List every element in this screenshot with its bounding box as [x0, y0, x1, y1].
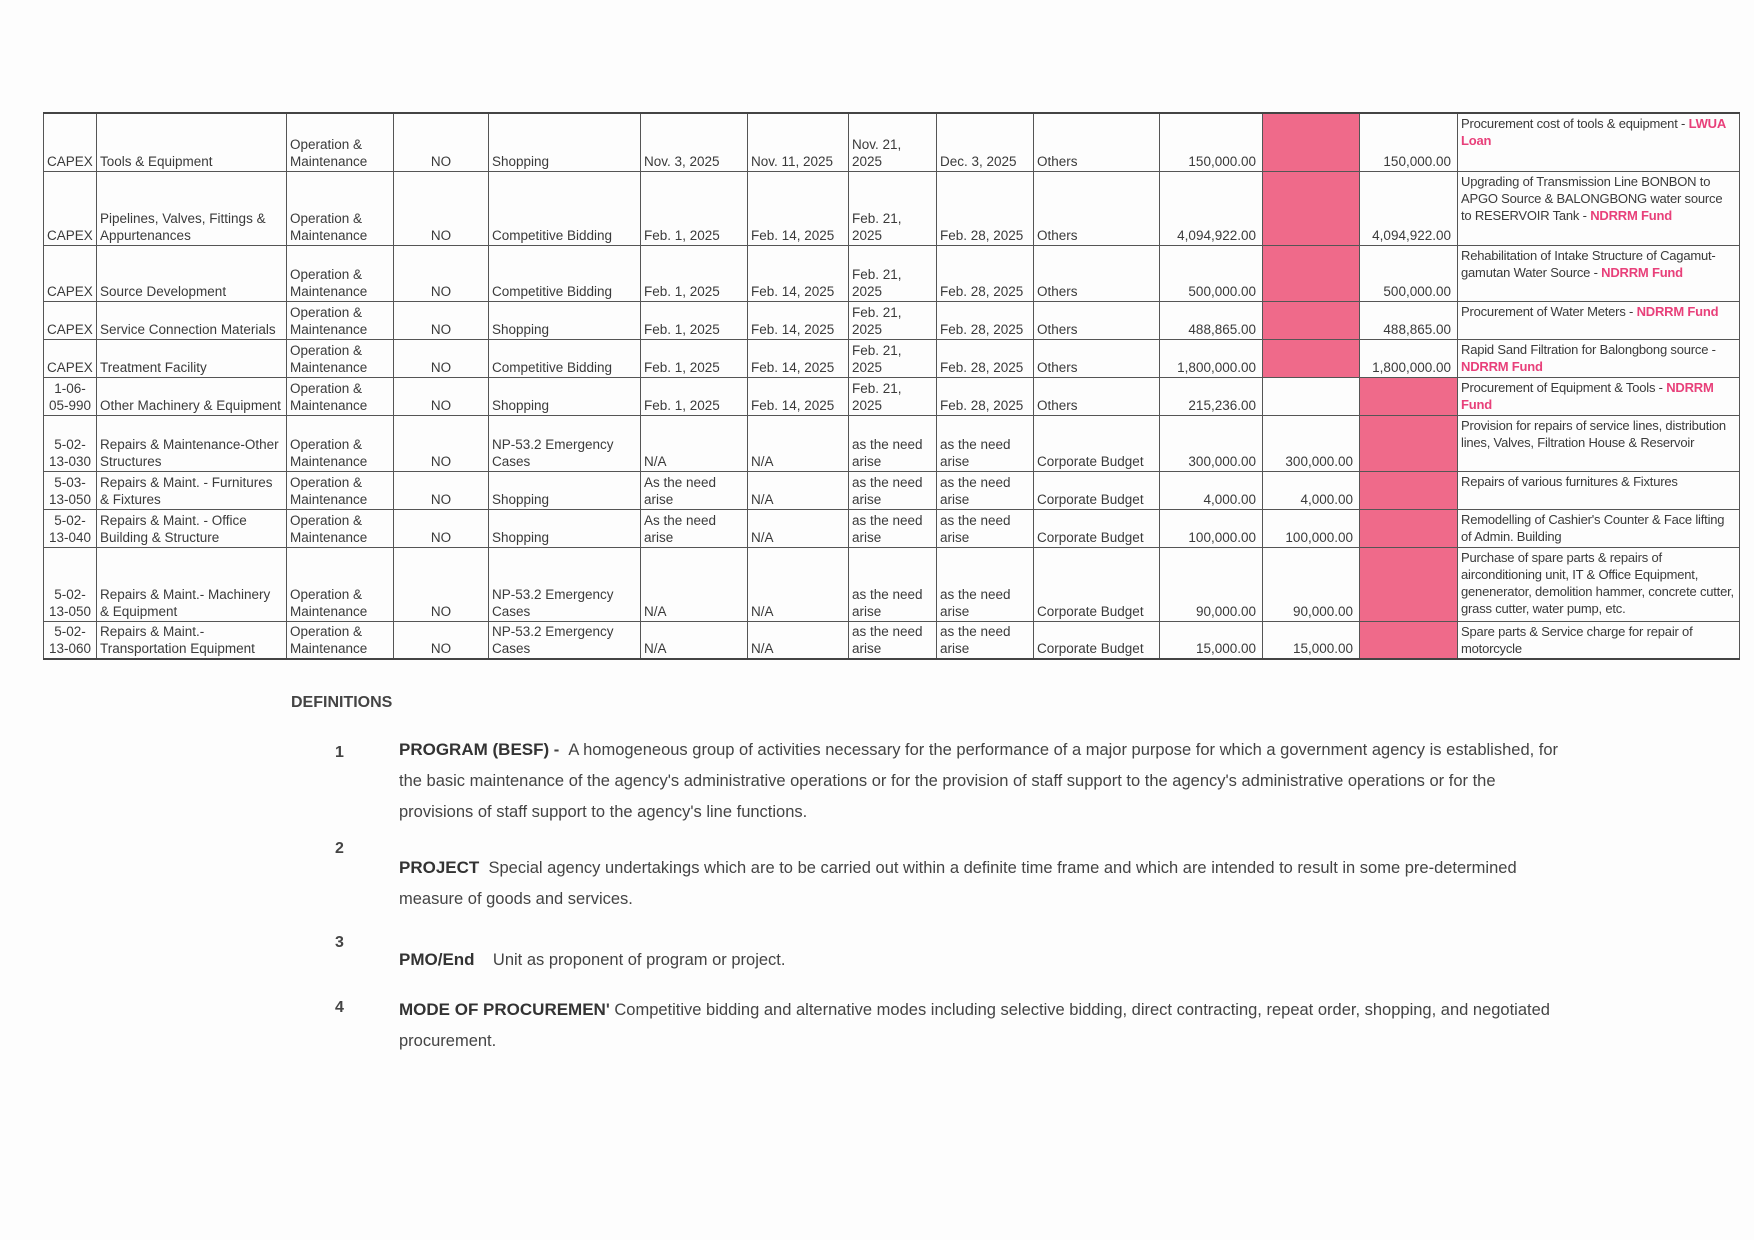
remarks-cell	[1458, 471, 1740, 509]
advertisement-date-cell: Feb. 1, 2025	[641, 301, 748, 339]
definition-separator: '	[605, 1001, 615, 1019]
program-cell: Operation & Maintenance	[287, 377, 394, 415]
procurement-mode-cell: Competitive Bidding	[489, 245, 641, 301]
early-procurement-cell: NO	[394, 547, 489, 621]
total-budget-cell: 90,000.00	[1160, 547, 1263, 621]
mooe-budget-cell-highlight	[1263, 339, 1360, 377]
program-cell: Operation & Maintenance	[287, 471, 394, 509]
bid-opening-date-cell: N/A	[748, 621, 849, 659]
remarks-text: Purchase of spare parts & repairs of airconditioning unit, IT & Office Equipment, genenerator, demolition hammer, concrete cutter, grass cutter, water pump, etc.	[1461, 549, 1734, 616]
co-budget-cell: 4,094,922.00	[1360, 171, 1458, 245]
program-cell: Operation & Maintenance	[287, 171, 394, 245]
contract-signing-date-cell: Feb. 28, 2025	[937, 377, 1034, 415]
table-row	[44, 113, 1740, 171]
procurement-mode-cell: NP-53.2 Emergency Cases	[489, 621, 641, 659]
remarks-cell	[1458, 509, 1740, 547]
definition-text: Competitive bidding and alternative modes including selective bidding, direct contracting, repeat order, shopping, and negotiated procurement.	[399, 1001, 1550, 1050]
co-budget-cell-highlight	[1360, 377, 1458, 415]
definitions-title: DEFINITIONS	[291, 694, 393, 711]
notice-of-award-date-cell: as the need arise	[849, 621, 937, 659]
source-of-funds-cell: Corporate Budget	[1034, 547, 1160, 621]
source-of-funds-cell: Others	[1034, 301, 1160, 339]
advertisement-date-cell: As the need arise	[641, 471, 748, 509]
bid-opening-date-cell: Feb. 14, 2025	[748, 245, 849, 301]
contract-signing-date-cell: Feb. 28, 2025	[937, 339, 1034, 377]
total-budget-cell: 100,000.00	[1160, 509, 1263, 547]
fund-source-label: NDRRM Fund	[1636, 303, 1719, 319]
total-budget-cell: 4,094,922.00	[1160, 171, 1263, 245]
table-row	[44, 415, 1740, 471]
contract-signing-date-cell: Feb. 28, 2025	[937, 245, 1034, 301]
co-budget-cell-highlight	[1360, 471, 1458, 509]
table-row	[44, 547, 1740, 621]
early-procurement-cell: NO	[394, 509, 489, 547]
co-budget-cell-highlight	[1360, 547, 1458, 621]
table-row	[44, 621, 1740, 659]
bid-opening-date-cell: N/A	[748, 471, 849, 509]
notice-of-award-date-cell: Feb. 21, 2025	[849, 301, 937, 339]
remarks-text: Procurement cost of tools & equipment -	[1461, 116, 1689, 131]
advertisement-date-cell: Feb. 1, 2025	[641, 377, 748, 415]
source-of-funds-cell: Corporate Budget	[1034, 509, 1160, 547]
definition-body	[399, 944, 1569, 976]
procurement-plan-table	[43, 112, 1740, 660]
early-procurement-cell: NO	[394, 415, 489, 471]
definition-text: A homogeneous group of activities necessary for the performance of a major purpose for which a government agency is established, for the basic maintenance of the agency's administrative operations or for the provision of staff support to the agency's administrative operations or for the provisions of staff support to the agency's line functions.	[399, 741, 1559, 821]
program-cell: Operation & Maintenance	[287, 301, 394, 339]
remarks-text: Rapid Sand Filtration for Balongbong source -	[1461, 341, 1716, 357]
contract-signing-date-cell: as the need arise	[937, 621, 1034, 659]
bid-opening-date-cell: Feb. 14, 2025	[748, 171, 849, 245]
item-description-cell: Source Development	[97, 245, 287, 301]
notice-of-award-date-cell: Feb. 21, 2025	[849, 377, 937, 415]
remarks-cell	[1458, 621, 1740, 659]
notice-of-award-date-cell: Feb. 21, 2025	[849, 245, 937, 301]
mooe-budget-cell-highlight	[1263, 245, 1360, 301]
definition-term: MODE OF PROCUREMEN	[399, 1000, 606, 1019]
table-body	[44, 113, 1740, 659]
code-cell: 5-02-13-040	[44, 509, 97, 547]
table-row	[44, 245, 1740, 301]
total-budget-cell: 488,865.00	[1160, 301, 1263, 339]
early-procurement-cell: NO	[394, 377, 489, 415]
definition-number: 4	[335, 999, 344, 1016]
source-of-funds-cell: Others	[1034, 171, 1160, 245]
code-cell: 5-02-13-030	[44, 415, 97, 471]
advertisement-date-cell: Feb. 1, 2025	[641, 245, 748, 301]
early-procurement-cell: NO	[394, 339, 489, 377]
total-budget-cell: 15,000.00	[1160, 621, 1263, 659]
remarks-text: Spare parts & Service charge for repair of motorcycle	[1461, 623, 1693, 656]
co-budget-cell: 150,000.00	[1360, 113, 1458, 171]
co-budget-cell-highlight	[1360, 509, 1458, 547]
program-cell: Operation & Maintenance	[287, 415, 394, 471]
code-cell: 5-02-13-060	[44, 621, 97, 659]
fund-source-label: NDRRM Fund	[1590, 207, 1672, 223]
program-cell: Operation & Maintenance	[287, 245, 394, 301]
definition-term: PMO/End	[399, 950, 475, 969]
item-description-cell: Tools & Equipment	[97, 113, 287, 171]
code-cell: CAPEX	[44, 339, 97, 377]
item-description-cell: Pipelines, Valves, Fittings & Appurtenances	[97, 171, 287, 245]
notice-of-award-date-cell: Feb. 21, 2025	[849, 339, 937, 377]
mooe-budget-cell-highlight	[1263, 171, 1360, 245]
definition-text: Special agency undertakings which are to be carried out within a definite time frame and which are intended to result in some pre-determined measure of goods and services.	[399, 859, 1517, 908]
definition-body	[399, 994, 1569, 1057]
item-description-cell: Repairs & Maint. - Office Building & Structure	[97, 509, 287, 547]
program-cell: Operation & Maintenance	[287, 339, 394, 377]
item-description-cell: Repairs & Maint. - Furnitures & Fixtures	[97, 471, 287, 509]
fund-source-label: NDRRM Fund	[1461, 358, 1543, 374]
source-of-funds-cell: Others	[1034, 113, 1160, 171]
definition-number: 1	[335, 744, 344, 761]
co-budget-cell-highlight	[1360, 415, 1458, 471]
bid-opening-date-cell: Feb. 14, 2025	[748, 339, 849, 377]
contract-signing-date-cell: Dec. 3, 2025	[937, 113, 1034, 171]
bid-opening-date-cell: Feb. 14, 2025	[748, 301, 849, 339]
contract-signing-date-cell: as the need arise	[937, 547, 1034, 621]
early-procurement-cell: NO	[394, 471, 489, 509]
mooe-budget-cell-highlight	[1263, 301, 1360, 339]
remarks-text: Repairs of various furnitures & Fixtures	[1461, 473, 1678, 489]
total-budget-cell: 300,000.00	[1160, 415, 1263, 471]
mooe-budget-cell: 90,000.00	[1263, 547, 1360, 621]
notice-of-award-date-cell: Nov. 21, 2025	[849, 113, 937, 171]
remarks-text: Procurement of Equipment & Tools -	[1461, 379, 1667, 395]
total-budget-cell: 150,000.00	[1160, 113, 1263, 171]
definition-term: PROGRAM (BESF)	[399, 740, 550, 759]
definition-separator: -	[549, 741, 569, 759]
co-budget-cell-highlight	[1360, 621, 1458, 659]
contract-signing-date-cell: Feb. 28, 2025	[937, 301, 1034, 339]
co-budget-cell: 488,865.00	[1360, 301, 1458, 339]
advertisement-date-cell: As the need arise	[641, 509, 748, 547]
definition-number: 2	[335, 840, 344, 857]
code-cell: 1-06-05-990	[44, 377, 97, 415]
advertisement-date-cell: Nov. 3, 2025	[641, 113, 748, 171]
code-cell: 5-02-13-050	[44, 547, 97, 621]
table-row	[44, 171, 1740, 245]
early-procurement-cell: NO	[394, 301, 489, 339]
advertisement-date-cell: Feb. 1, 2025	[641, 171, 748, 245]
remarks-cell	[1458, 171, 1740, 245]
bid-opening-date-cell: Nov. 11, 2025	[748, 113, 849, 171]
code-cell: CAPEX	[44, 245, 97, 301]
definition-body	[399, 734, 1569, 828]
source-of-funds-cell: Corporate Budget	[1034, 621, 1160, 659]
source-of-funds-cell: Others	[1034, 245, 1160, 301]
mooe-budget-cell: 300,000.00	[1263, 415, 1360, 471]
mooe-budget-cell: 100,000.00	[1263, 509, 1360, 547]
program-cell: Operation & Maintenance	[287, 509, 394, 547]
code-cell: CAPEX	[44, 301, 97, 339]
advertisement-date-cell: N/A	[641, 415, 748, 471]
remarks-cell	[1458, 245, 1740, 301]
table-row	[44, 377, 1740, 415]
item-description-cell: Other Machinery & Equipment	[97, 377, 287, 415]
procurement-mode-cell: Shopping	[489, 301, 641, 339]
fund-source-label: NDRRM Fund	[1461, 379, 1714, 412]
code-cell: CAPEX	[44, 113, 97, 171]
definition-term: PROJECT	[399, 858, 480, 877]
fund-source-label: LWUA Loan	[1461, 116, 1726, 148]
early-procurement-cell: NO	[394, 245, 489, 301]
item-description-cell: Repairs & Maint.- Machinery & Equipment	[97, 547, 287, 621]
advertisement-date-cell: N/A	[641, 621, 748, 659]
early-procurement-cell: NO	[394, 171, 489, 245]
table-row	[44, 301, 1740, 339]
table-row	[44, 471, 1740, 509]
procurement-mode-cell: NP-53.2 Emergency Cases	[489, 415, 641, 471]
program-cell: Operation & Maintenance	[287, 113, 394, 171]
notice-of-award-date-cell: as the need arise	[849, 415, 937, 471]
definition-separator	[475, 951, 493, 969]
early-procurement-cell: NO	[394, 113, 489, 171]
program-cell: Operation & Maintenance	[287, 547, 394, 621]
notice-of-award-date-cell: as the need arise	[849, 509, 937, 547]
source-of-funds-cell: Corporate Budget	[1034, 471, 1160, 509]
program-cell: Operation & Maintenance	[287, 621, 394, 659]
notice-of-award-date-cell: as the need arise	[849, 471, 937, 509]
remarks-cell	[1458, 113, 1740, 171]
co-budget-cell: 500,000.00	[1360, 245, 1458, 301]
remarks-cell	[1458, 377, 1740, 415]
source-of-funds-cell: Others	[1034, 377, 1160, 415]
procurement-mode-cell: Shopping	[489, 509, 641, 547]
early-procurement-cell: NO	[394, 621, 489, 659]
procurement-mode-cell: Competitive Bidding	[489, 171, 641, 245]
code-cell: 5-03-13-050	[44, 471, 97, 509]
item-description-cell: Repairs & Maint.- Transportation Equipment	[97, 621, 287, 659]
co-budget-cell: 1,800,000.00	[1360, 339, 1458, 377]
remarks-cell	[1458, 547, 1740, 621]
bid-opening-date-cell: Feb. 14, 2025	[748, 377, 849, 415]
fund-source-label: NDRRM Fund	[1601, 264, 1683, 280]
total-budget-cell: 4,000.00	[1160, 471, 1263, 509]
item-description-cell: Treatment Facility	[97, 339, 287, 377]
definition-number: 3	[335, 934, 344, 951]
procurement-mode-cell: Shopping	[489, 377, 641, 415]
remarks-text: Rehabilitation of Intake Structure of Cagamut-gamutan Water Source -	[1461, 247, 1716, 280]
advertisement-date-cell: N/A	[641, 547, 748, 621]
remarks-text: Remodelling of Cashier's Counter & Face lifting of Admin. Building	[1461, 511, 1725, 544]
remarks-text: Upgrading of Transmission Line BONBON to APGO Source & BALONGBONG water source to RESERVOIR Tank -	[1461, 173, 1723, 223]
item-description-cell: Repairs & Maintenance-Other Structures	[97, 415, 287, 471]
notice-of-award-date-cell: as the need arise	[849, 547, 937, 621]
bid-opening-date-cell: N/A	[748, 415, 849, 471]
advertisement-date-cell: Feb. 1, 2025	[641, 339, 748, 377]
mooe-budget-cell	[1263, 377, 1360, 415]
contract-signing-date-cell: as the need arise	[937, 471, 1034, 509]
remarks-cell	[1458, 339, 1740, 377]
bid-opening-date-cell: N/A	[748, 509, 849, 547]
notice-of-award-date-cell: Feb. 21, 2025	[849, 171, 937, 245]
contract-signing-date-cell: as the need arise	[937, 509, 1034, 547]
table-row	[44, 509, 1740, 547]
procurement-mode-cell: Shopping	[489, 113, 641, 171]
definition-body	[399, 852, 1569, 915]
code-cell: CAPEX	[44, 171, 97, 245]
total-budget-cell: 1,800,000.00	[1160, 339, 1263, 377]
total-budget-cell: 500,000.00	[1160, 245, 1263, 301]
mooe-budget-cell: 4,000.00	[1263, 471, 1360, 509]
remarks-cell	[1458, 301, 1740, 339]
source-of-funds-cell: Corporate Budget	[1034, 415, 1160, 471]
definition-text: Unit as proponent of program or project.	[492, 951, 786, 969]
remarks-text: Procurement of Water Meters -	[1461, 303, 1637, 319]
table-row	[44, 339, 1740, 377]
procurement-mode-cell: Shopping	[489, 471, 641, 509]
mooe-budget-cell: 15,000.00	[1263, 621, 1360, 659]
bid-opening-date-cell: N/A	[748, 547, 849, 621]
item-description-cell: Service Connection Materials	[97, 301, 287, 339]
remarks-cell	[1458, 415, 1740, 471]
contract-signing-date-cell: Feb. 28, 2025	[937, 171, 1034, 245]
mooe-budget-cell-highlight	[1263, 113, 1360, 171]
remarks-text: Provision for repairs of service lines, distribution lines, Valves, Filtration House & Reservoir	[1461, 417, 1726, 450]
procurement-mode-cell: Competitive Bidding	[489, 339, 641, 377]
procurement-mode-cell: NP-53.2 Emergency Cases	[489, 547, 641, 621]
total-budget-cell: 215,236.00	[1160, 377, 1263, 415]
contract-signing-date-cell: as the need arise	[937, 415, 1034, 471]
source-of-funds-cell: Others	[1034, 339, 1160, 377]
